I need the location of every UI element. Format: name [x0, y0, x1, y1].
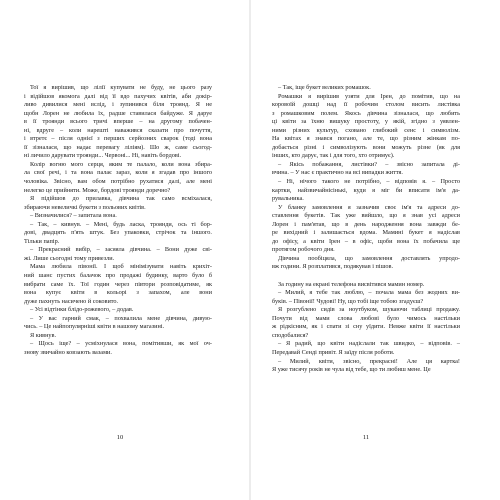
- text-line: буків. – Півонії! Чудові! Ну, що тобі іще тобою згадуєш?: [272, 297, 424, 305]
- text-line: і втретє – після однієї з перших серйозних сварок (тоді вона: [24, 135, 212, 143]
- text-line: чись. – Це найпопулярніші квіти в нашому магазині.: [24, 323, 165, 331]
- text-line: – Милий, я тебе так люблю, – почала мама без жодних ви-: [278, 289, 460, 297]
- text-line: Колір вогню мого серця, яким те палало, коли вона збира-: [30, 160, 212, 168]
- text-line: Тільки папір.: [24, 237, 60, 245]
- text-line: – Ні, нічого такого не потрібно, – відповів я. – Просто: [278, 178, 460, 186]
- text-line: ними різних культур, сховано глибокий сенс і символізм.: [272, 126, 460, 134]
- text-line: Мама любила півонії. І щоб мінімізувати навіть крихіт-: [30, 263, 212, 271]
- text-line: до офісу, а квіти Ірен – в офіс, щоби вона їх побачила ще: [272, 237, 460, 245]
- text-line: На квітах я знався погано, але те, що різним жінкам по-: [272, 135, 460, 143]
- text-line: Почути від мами слова любові було чимось настільки: [272, 314, 460, 322]
- text-line: – Якісь побажання, листівки? – звісно запитала ді-: [278, 160, 460, 168]
- text-line: жі. Лише сьогодні тому привезли.: [24, 254, 115, 262]
- text-line: дуже пахнуть насичено й соковито.: [24, 297, 119, 305]
- text-line: Передавай Сенді привіт. Я заїду після роботи.: [272, 348, 395, 356]
- text-line: ла свої речі, і та вона палає зараз, коли я згадав про іншого: [24, 169, 212, 177]
- text-line: – Усі відтінки блідо-рожевого, – додав.: [30, 306, 134, 314]
- text-line: За годину на екрані телефона висвітився мамин номер.: [278, 280, 425, 288]
- text-line: інших, кто дарує, так і для того, хто отримує).: [272, 152, 395, 160]
- text-line: щобн Лорен не любила їх, радше ставилася байдуже. Я даруе: [24, 109, 212, 117]
- text-line: протягом робочого дня.: [272, 246, 335, 254]
- left-page-number: 10: [116, 434, 124, 441]
- text-line: знову звичайно ковзають вазами.: [24, 348, 112, 356]
- blank-line: [272, 272, 460, 281]
- text-line: нелегко це прийняти. Може, бордові троянди доречно?: [24, 186, 171, 194]
- text-line: – Я радий, що квіти надіслали так швидко, – відповів. –: [278, 340, 460, 348]
- book-gutter: [249, 0, 251, 500]
- text-line: – Так, – кивнув. – Мені, будь ласка, троянди, ось ті бор-: [30, 220, 212, 228]
- right-page: [272, 84, 460, 375]
- text-line: Дівчина пообіцяла, що замовлення доставлять упродо-: [278, 254, 460, 262]
- text-line: вж години. Я розплатився, подякував і пішов.: [272, 263, 394, 271]
- text-line: вибрати саме їх. Тої годин через півтори розповідатиме, як: [24, 280, 212, 288]
- text-line: ці квіти за їхню вишуку простоту, у якій, згідно з уявлен-: [272, 118, 460, 126]
- text-line: Я підійшов до прилавка, дівчина так само всміхалася,: [30, 195, 212, 203]
- left-page: [24, 84, 212, 358]
- text-line: ні личило дарувати троянди... Червоні... Ні, навіть бордові.: [24, 152, 182, 160]
- text-line: – Визначилися? – запитала вона.: [30, 212, 117, 220]
- text-line: її зізналася, що надає перевагу ліліям). Шо ж, саме сьогод-: [24, 143, 212, 151]
- text-line: ливо дивилися мені вслід, і зупинився біля троянд. Я не: [24, 101, 212, 109]
- text-line: і відійшов якомога далі від її вдо пахучих квітів, аби докір-: [24, 92, 212, 100]
- text-line: рувальника.: [272, 195, 304, 203]
- text-line: дові, двадцять п'ять штук. Без упаковки, стрічок та іншого.: [24, 229, 212, 237]
- text-line: Я розгублено сидів за ноутбуком, шукаючи таблиці продажу.: [278, 306, 460, 314]
- text-line: збираючи невеличкі букети з польових квітів.: [24, 203, 146, 211]
- text-line: У бланку замовлення я зазначив своє ім'я та адреси до-: [278, 203, 460, 211]
- text-line: Тої я вирішив, що лілії купувати не буду, не цього разу: [30, 84, 212, 91]
- text-line: коровоїй дошці над її робочим столом висить листівка: [272, 101, 460, 109]
- text-line: вчина. – У нас є практично на всі випадки життя.: [272, 169, 403, 177]
- text-line: – У вас гарний смак, – похвалила мене дівчина, дивую-: [30, 314, 212, 322]
- text-line: картки, найзвичайнісінькі, куди я міг би вписати ім'я да-: [272, 186, 460, 194]
- text-line: – Щось іще? – усміхнулася вона, помітивши, як мої оч-: [30, 340, 212, 348]
- text-line: ний шанс пустих балачок про продажі будинку, варто було б: [24, 272, 212, 280]
- text-line: Ромашки я вирішив узяти для Ірен, до помітив, що на: [278, 92, 460, 100]
- text-line: ставлення букетів. Так уже вийшло, що я знав усі адреси: [272, 212, 460, 220]
- text-line: ж рідкісним, як і спати зі сну уїдити. Невже квіти її настільки: [272, 323, 460, 331]
- text-line: – Так, іще букет великих ромашок.: [278, 84, 371, 91]
- text-line: сподобалися?: [272, 331, 309, 339]
- text-line: – Милий, квіти, звісно, прекрасні! Але ця картка!: [278, 357, 460, 365]
- text-line: ні, вдруге – коли нарешті наважився сказати про почуття,: [24, 126, 212, 134]
- text-line: Я кивнув.: [30, 331, 57, 339]
- text-line: Я уже тисячу років не чула від тебе, що ти любиш мене. Це: [272, 366, 431, 374]
- text-line: добається різні і символізують вони можуть різне (як для: [272, 143, 460, 151]
- text-line: – Прекрасний вибір, – засяяла дівчина. – Вони дуже свi-: [30, 246, 212, 254]
- text-line: з ромашковим полем. Якось дівчина зізналася, що любить: [272, 109, 460, 117]
- text-line: чоловіка. Звісно, вам обом потрібно рухатися далі, але мені: [24, 178, 212, 186]
- right-page-number: 11: [362, 434, 370, 441]
- text-line: Лорен і пам'ятав, що в день народження вона завжди бе-: [272, 220, 460, 228]
- text-line: вона купує квіти в кольорі з запахом, але вони: [24, 289, 212, 297]
- text-line: в її троянди всього тричі вперше – на другому побачен-: [24, 118, 212, 126]
- text-line: ре вихідний і залишається вдома. Мамині букет я надіслав: [272, 229, 460, 237]
